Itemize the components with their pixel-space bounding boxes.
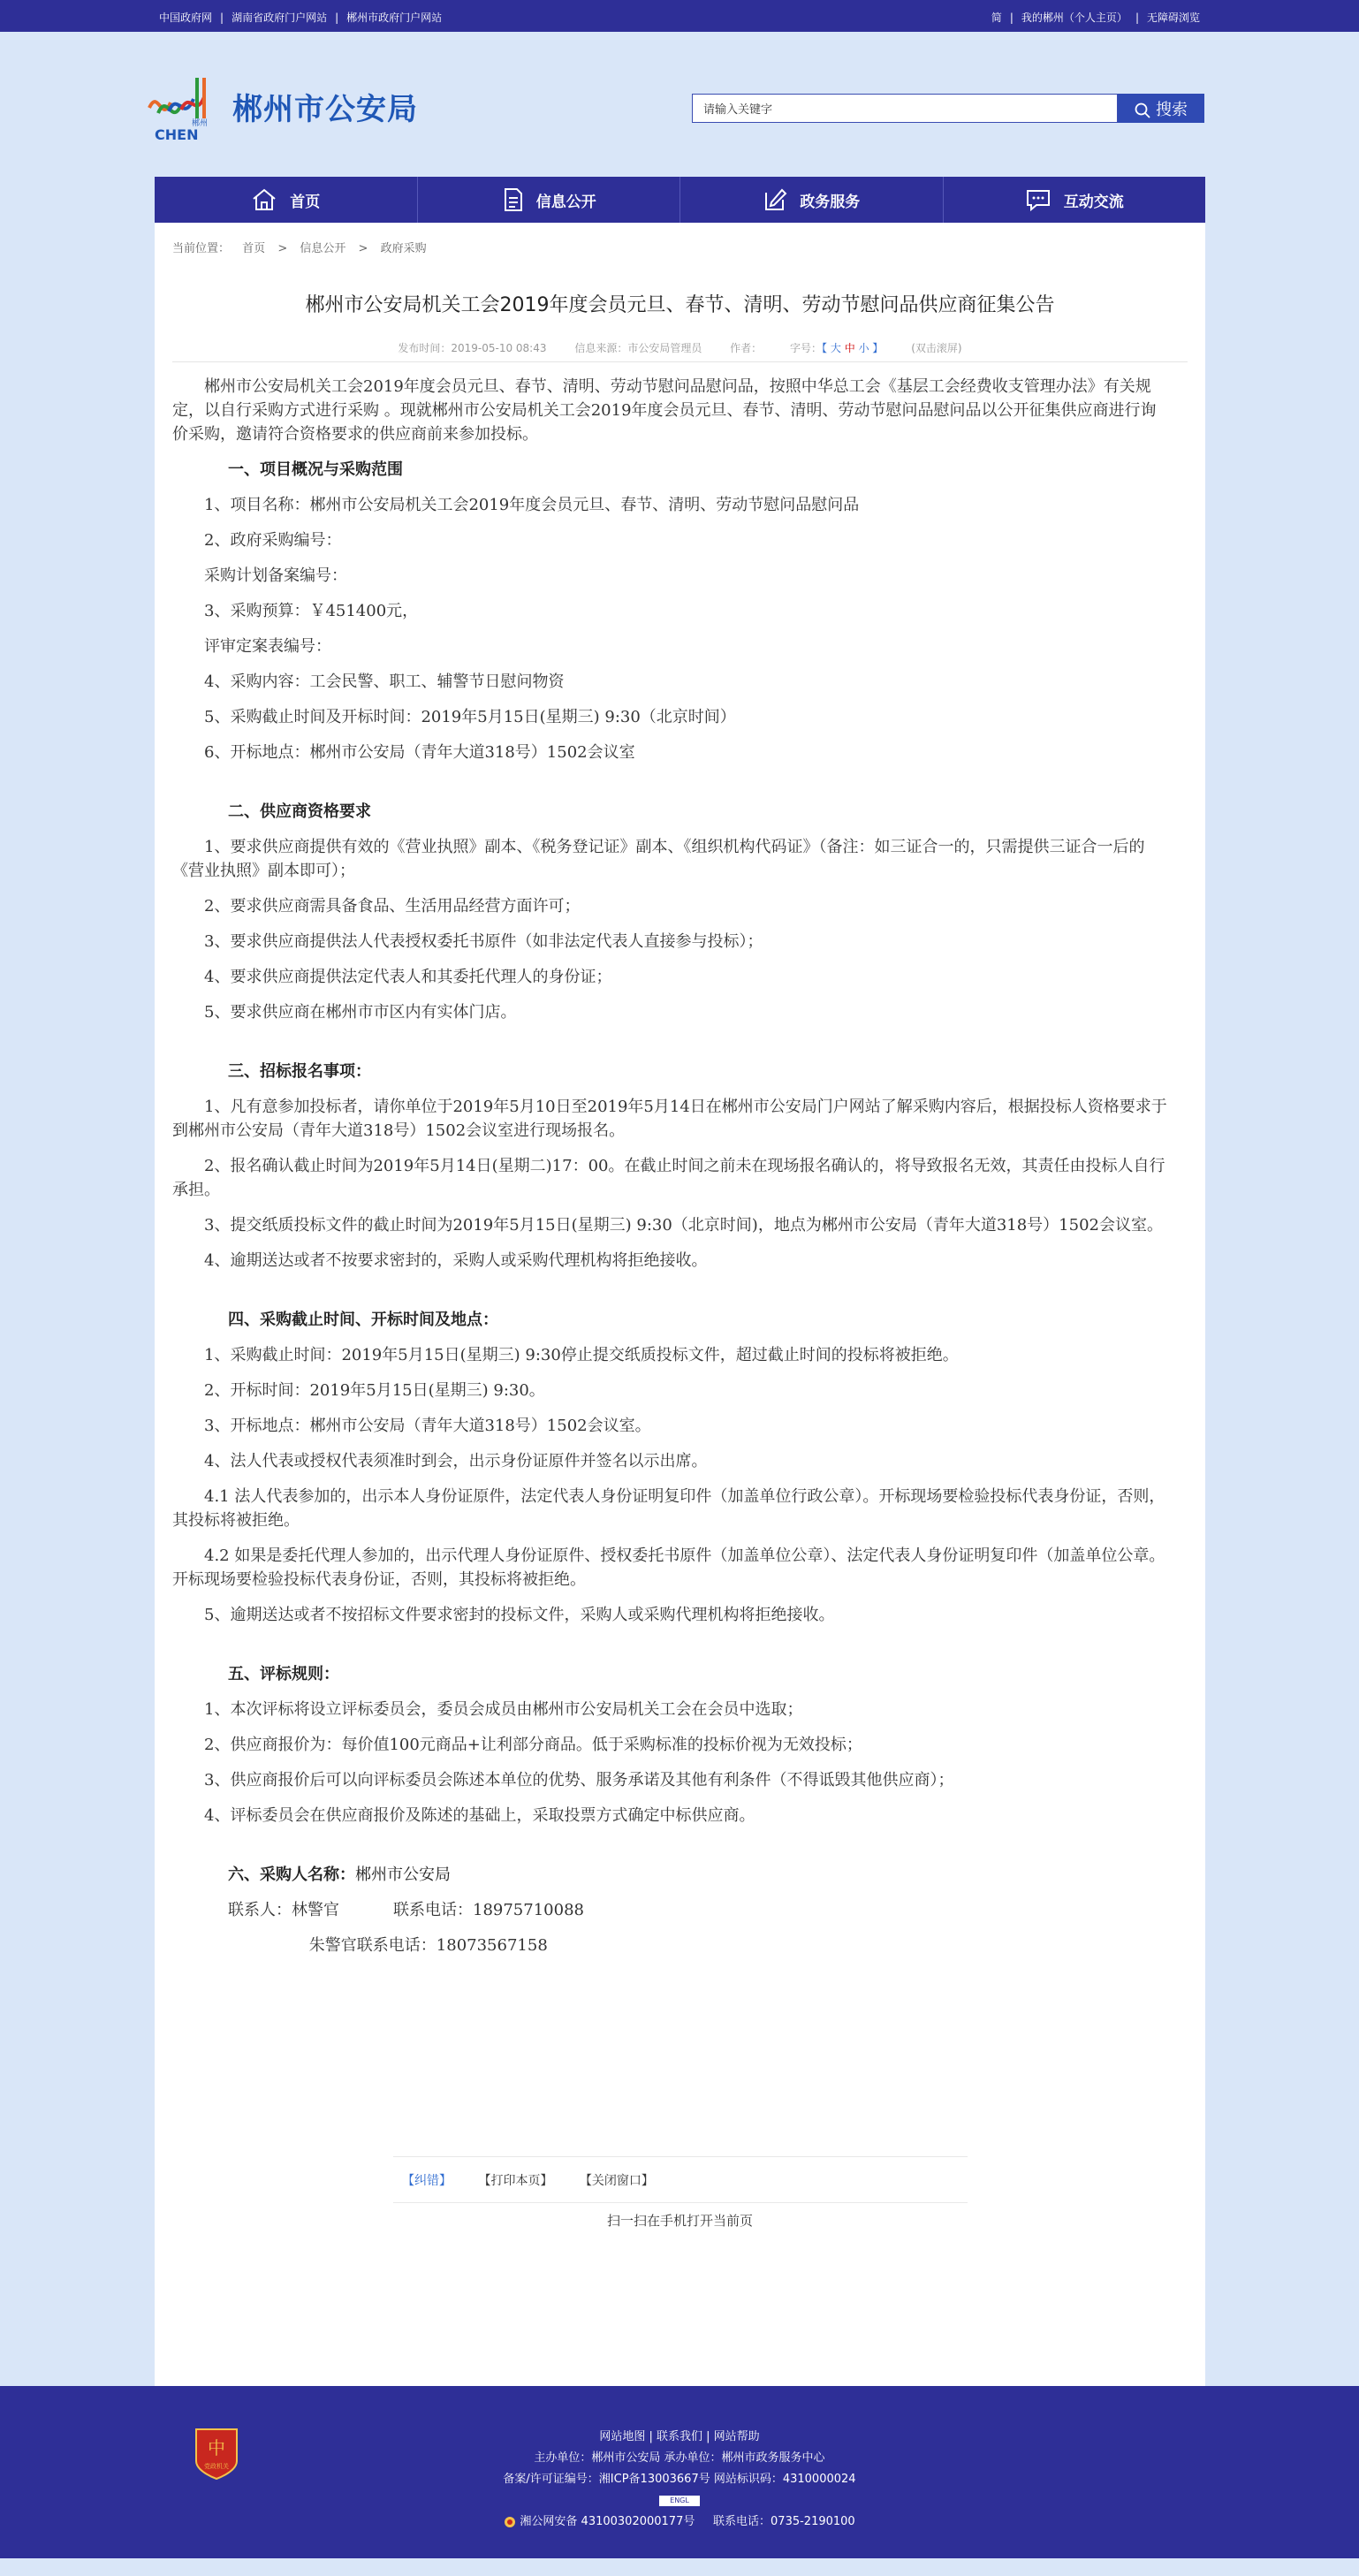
search-bar xyxy=(692,94,1204,123)
breadcrumb xyxy=(172,239,436,255)
print-button[interactable]: 【打印本页】 xyxy=(478,2174,553,2188)
logo-title: 郴州市公安局 xyxy=(232,92,418,127)
font-size-big[interactable]: 大 xyxy=(830,342,841,354)
link-gov-cn[interactable]: 中国政府网 xyxy=(159,11,213,24)
list-item: 4、要求供应商提供法定代表人和其委托代理人的身份证； xyxy=(204,968,612,986)
separator: | xyxy=(1135,11,1139,24)
list-item: 2、供应商报价为：每价值100元商品+让利部分商品。低于采购标准的投标价视为无效投标； xyxy=(204,1736,862,1754)
separator: | xyxy=(1009,11,1014,24)
purchaser-line xyxy=(172,1863,1170,1887)
link-hunan-gov[interactable]: 湖南省政府门户网站 xyxy=(232,11,328,24)
search-button-label: 搜索 xyxy=(1156,100,1188,119)
list-item: 1、采购截止时间：2019年5月15日(星期三) 9:30停止提交纸质投标文件，超过截止时间的投标将被拒绝。 xyxy=(204,1346,959,1364)
contact-name: 林警官 xyxy=(292,1901,339,1919)
emblem-text: 党政机关 xyxy=(204,2463,229,2470)
section-title: 五、评标规则： xyxy=(228,1665,339,1683)
nav-item-home[interactable] xyxy=(155,177,418,223)
top-bar xyxy=(0,0,1359,32)
nav-label: 信息公开 xyxy=(535,193,596,211)
content-panel xyxy=(155,223,1205,2386)
correct-button[interactable]: 【纠错】 xyxy=(402,2174,452,2188)
separator: | xyxy=(220,11,224,24)
search-input[interactable] xyxy=(692,94,1118,123)
contact-row xyxy=(172,1898,1170,1922)
section-title: 一、项目概况与采购范围 xyxy=(228,460,403,479)
section-title: 六、采购人名称： xyxy=(228,1866,355,1884)
list-item: 3、供应商报价后可以向评标委员会陈述本单位的优势、服务承诺及其他有利条件（不得诋毁其他供应商）； xyxy=(204,1771,954,1790)
contact-phone-label: 联系电话： xyxy=(393,1901,473,1919)
breadcrumb-home[interactable]: 首页 xyxy=(242,242,266,255)
top-left-links xyxy=(159,10,442,25)
footer-police-record[interactable]: 湘公网安备 43100302000177号 xyxy=(520,2515,695,2528)
contact-row xyxy=(172,1934,1170,1957)
edit-icon xyxy=(763,187,787,212)
list-item: 2、政府采购编号： xyxy=(204,531,342,550)
list-item: 4.2 如果是委托代理人参加的，出示代理人身份证原件、授权委托书原件（加盖单位公章）、法定代表人身份证明复印件（加盖单位公章。开标现场要检验投标代表身份证，否则，其投标将被拒绝。 xyxy=(172,1546,1165,1589)
info-source: 信息来源：市公安局管理员 xyxy=(574,342,702,354)
nav-label: 互动交流 xyxy=(1063,193,1124,211)
contact-name: 朱警官 xyxy=(308,1936,357,1955)
link-accessibility[interactable]: 无障碍浏览 xyxy=(1146,11,1200,24)
contact-label: 联系人： xyxy=(228,1901,292,1919)
footer-police-line xyxy=(0,2511,1359,2533)
article-body xyxy=(172,375,1170,1969)
link-simplified[interactable]: 简 xyxy=(991,11,1002,24)
spacer xyxy=(172,1839,1170,1863)
english-badge[interactable]: ENGL xyxy=(659,2496,700,2506)
search-button[interactable] xyxy=(1118,94,1204,123)
link-chenzhou-gov[interactable]: 郴州市政府门户网站 xyxy=(346,11,443,24)
list-item: 2、报名确认截止时间为2019年5月14日(星期二)17：00。在截止时间之前未在现场报名确认的，将导致报名无效，其责任由投标人自行承担。 xyxy=(172,1157,1165,1199)
contact-phone: 18975710088 xyxy=(473,1901,584,1919)
article-meta xyxy=(155,340,1205,355)
breadcrumb-procurement[interactable]: 政府采购 xyxy=(380,242,427,255)
chat-icon xyxy=(1025,187,1052,212)
publish-date: 发布时间：2019-05-10 08:43 xyxy=(398,342,547,354)
logo-mark-icon xyxy=(146,72,224,143)
divider xyxy=(393,2202,968,2203)
logo-mini-text: 郴州 xyxy=(192,119,209,128)
police-badge-icon xyxy=(504,2516,516,2528)
dblclick-scroll: (双击滚屏) xyxy=(911,342,962,354)
footer-info xyxy=(0,2427,1359,2533)
home-icon xyxy=(251,187,277,212)
breadcrumb-prefix: 当前位置： xyxy=(172,242,231,255)
list-item: 5、要求供应商在郴州市市区内有实体门店。 xyxy=(204,1003,517,1022)
list-item: 4、法人代表或授权代表须准时到会，出示身份证原件并签名以示出席。 xyxy=(204,1452,708,1470)
list-item: 5、采购截止时间及开标时间：2019年5月15日(星期三) 9:30（北京时间） xyxy=(204,708,736,726)
spacer xyxy=(172,1284,1170,1308)
nav-label: 首页 xyxy=(290,193,321,211)
list-item: 1、项目名称：郴州市公安局机关工会2019年度会员元旦、春节、清明、劳动节慰问品慰问品 xyxy=(204,496,860,514)
font-size-small[interactable]: 小 xyxy=(858,342,869,354)
nav-item-services[interactable] xyxy=(680,177,944,223)
list-item: 采购计划备案编号： xyxy=(204,566,347,585)
list-item: 3、开标地点：郴州市公安局（青年大道318号）1502会议室。 xyxy=(204,1417,651,1435)
document-icon xyxy=(501,186,524,213)
nav-item-info[interactable] xyxy=(418,177,681,223)
separator: | xyxy=(335,11,339,24)
list-item: 6、开标地点：郴州市公安局（青年大道318号）1502会议室 xyxy=(204,743,635,762)
bottom-strip xyxy=(0,2558,1359,2576)
site-logo[interactable] xyxy=(146,72,437,143)
footer-sponsor: 主办单位：郴州市公安局 承办单位：郴州市政务服务中心 xyxy=(534,2451,825,2465)
contact-phone-label: 联系电话： xyxy=(356,1936,437,1955)
site-footer xyxy=(0,2386,1359,2558)
list-item: 2、要求供应商需具备食品、生活用品经营方面许可； xyxy=(204,897,581,916)
nav-item-interaction[interactable] xyxy=(944,177,1206,223)
list-item: 1、要求供应商提供有效的《营业执照》副本、《税务登记证》副本、《组织机构代码证》（备注：如三证合一的，只需提供三证合一后的《营业执照》副本即可）； xyxy=(172,838,1145,880)
section-title: 四、采购截止时间、开标时间及地点： xyxy=(228,1311,498,1329)
purchaser-name: 郴州市公安局 xyxy=(355,1866,451,1884)
list-item: 4.1 法人代表参加的，出示本人身份证原件，法定代表人身份证明复印件（加盖单位行政公章）。开标现场要检验投标代表身份证，否则，其投标将被拒绝。 xyxy=(172,1487,1165,1530)
breadcrumb-info[interactable]: 信息公开 xyxy=(300,242,346,255)
list-item: 4、评标委员会在供应商报价及陈述的基础上，采取投票方式确定中标供应商。 xyxy=(204,1806,755,1825)
contact-phone: 18073567158 xyxy=(436,1936,548,1955)
search-icon xyxy=(1135,103,1150,118)
breadcrumb-sep: > xyxy=(277,242,288,255)
footer-icp: 备案/许可证编号：湘ICP备13003667号 网站标识码：4310000024 xyxy=(503,2473,856,2486)
link-my-chenzhou[interactable]: 我的郴州（个人主页） xyxy=(1021,11,1127,24)
font-size-control xyxy=(790,342,883,354)
list-item: 1、本次评标将设立评标委员会，委员会成员由郴州市公安局机关工会在会员中选取； xyxy=(204,1700,803,1719)
list-item: 3、采购预算：￥451400元， xyxy=(204,602,419,620)
list-item: 3、提交纸质投标文件的截止时间为2019年5月15日(星期三) 9:30（北京时间)，地点为郴州市公安局（青年大道318号）1502会议室。 xyxy=(204,1216,1163,1235)
intro-paragraph: 郴州市公安局机关工会2019年度会员元旦、春节、清明、劳动节慰问品慰问品，按照中华总工会《基层工会经费收支管理办法》有关规定，以自行采购方式进行采购 。现就郴州市公安局机关工会2019年度会员元旦、春节、清明、劳动节慰问品慰问品以公开征集供应商进行询价采购，邀请符合资格要求的供应商前来参加投标。 xyxy=(172,377,1157,444)
nav-label: 政务服务 xyxy=(800,193,861,211)
top-right-links xyxy=(991,10,1200,25)
close-window-button[interactable]: 【关闭窗口】 xyxy=(579,2174,654,2188)
list-item: 1、凡有意参加投标者，请你单位于2019年5月10日至2019年5月14日在郴州市公安局门户网站了解采购内容后，根据投标人资格要求于到郴州市公安局（青年大道318号）1502会议室进行现场报名。 xyxy=(172,1098,1167,1140)
list-item: 4、采购内容：工会民警、职工、辅警节日慰问物资 xyxy=(204,672,565,691)
list-item: 3、要求供应商提供法人代表授权委托书原件（如非法定代表人直接参与投标）； xyxy=(204,932,763,951)
list-item: 2、开标时间：2019年5月15日(星期三) 9:30。 xyxy=(204,1381,545,1400)
font-size-bracket-open: 【 xyxy=(822,342,828,354)
divider xyxy=(393,2156,968,2157)
footer-links[interactable]: 网站地图 | 联系我们 | 网站帮助 xyxy=(599,2430,760,2443)
font-size-medium[interactable]: 中 xyxy=(844,342,855,354)
footer-phone: 联系电话：0735-2190100 xyxy=(713,2515,855,2528)
font-size-bracket-close: 】 xyxy=(872,342,884,354)
list-item: 4、逾期送达或者不按要求密封的，采购人或采购代理机构将拒绝接收。 xyxy=(204,1251,708,1270)
section-title: 三、招标报名事项： xyxy=(228,1062,371,1081)
article-tools xyxy=(402,2171,677,2189)
qr-scan-tip[interactable]: 扫一扫在手机打开当前页 xyxy=(606,2213,753,2229)
section-title: 二、供应商资格要求 xyxy=(228,802,371,821)
svg-text:中: 中 xyxy=(208,2437,225,2458)
author: 作者： xyxy=(730,342,763,354)
spacer xyxy=(172,776,1170,800)
breadcrumb-sep: > xyxy=(358,242,368,255)
font-size-label: 字号： xyxy=(790,342,823,354)
article-title: 郴州市公安局机关工会2019年度会员元旦、春节、清明、劳动节慰问品供应商征集公告 xyxy=(305,294,1055,316)
list-item: 评审定案表编号： xyxy=(204,637,331,656)
logo-sub-text: CHEN xyxy=(155,126,199,143)
list-item: 5、逾期送达或者不按招标文件要求密封的投标文件，采购人或采购代理机构将拒绝接收。 xyxy=(204,1606,835,1624)
main-nav xyxy=(155,177,1205,223)
spacer xyxy=(172,1036,1170,1060)
divider xyxy=(172,361,1188,362)
spacer xyxy=(172,1638,1170,1662)
